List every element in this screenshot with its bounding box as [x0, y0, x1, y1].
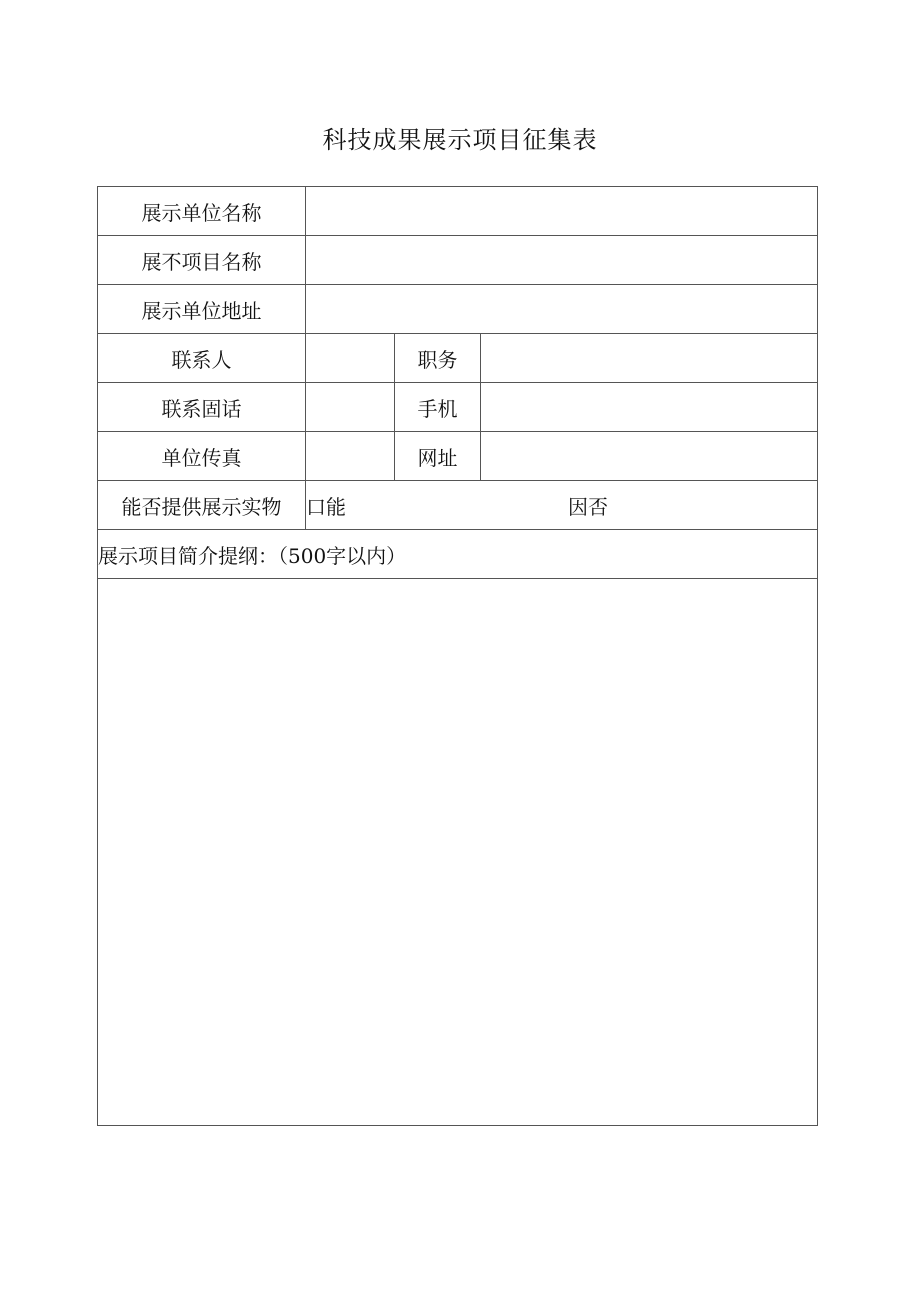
contact-person-label: 联系人 [98, 334, 306, 383]
row-intro-body [98, 579, 818, 1126]
row-fax [98, 432, 818, 481]
form-title: 科技成果展示项目征集表 [322, 126, 598, 154]
mobile-label: 手机 [395, 383, 481, 432]
option-no[interactable]: 因否 [568, 494, 608, 519]
physical-exhibit-options [306, 481, 818, 530]
landline-label: 联系固话 [98, 383, 306, 432]
landline-field[interactable] [306, 383, 395, 432]
mobile-field[interactable] [481, 383, 818, 432]
position-field[interactable] [481, 334, 818, 383]
provide-physical-label: 能否提供展示实物 [98, 481, 306, 530]
fax-field[interactable] [306, 432, 395, 481]
unit-name-field[interactable] [306, 187, 818, 236]
unit-address-field[interactable] [306, 285, 818, 334]
unit-address-label: 展示单位地址 [98, 285, 306, 334]
website-field[interactable] [481, 432, 818, 481]
project-name-field[interactable] [306, 236, 818, 285]
row-project-name [98, 236, 818, 285]
row-unit-address [98, 285, 818, 334]
row-physical-exhibit [98, 481, 818, 530]
website-label: 网址 [395, 432, 481, 481]
collection-form-table [97, 186, 818, 1126]
fax-label: 单位传真 [98, 432, 306, 481]
intro-outline-label: 展示项目简介提纲：（500字以内） [98, 530, 818, 579]
position-label: 职务 [395, 334, 481, 383]
option-yes[interactable]: 口能 [306, 494, 346, 519]
row-contact [98, 334, 818, 383]
contact-person-field[interactable] [306, 334, 395, 383]
row-phone [98, 383, 818, 432]
intro-outline-field[interactable] [98, 579, 818, 1126]
row-intro-label [98, 530, 818, 579]
unit-name-label: 展示单位名称 [98, 187, 306, 236]
project-name-label: 展不项目名称 [98, 236, 306, 285]
row-unit-name [98, 187, 818, 236]
